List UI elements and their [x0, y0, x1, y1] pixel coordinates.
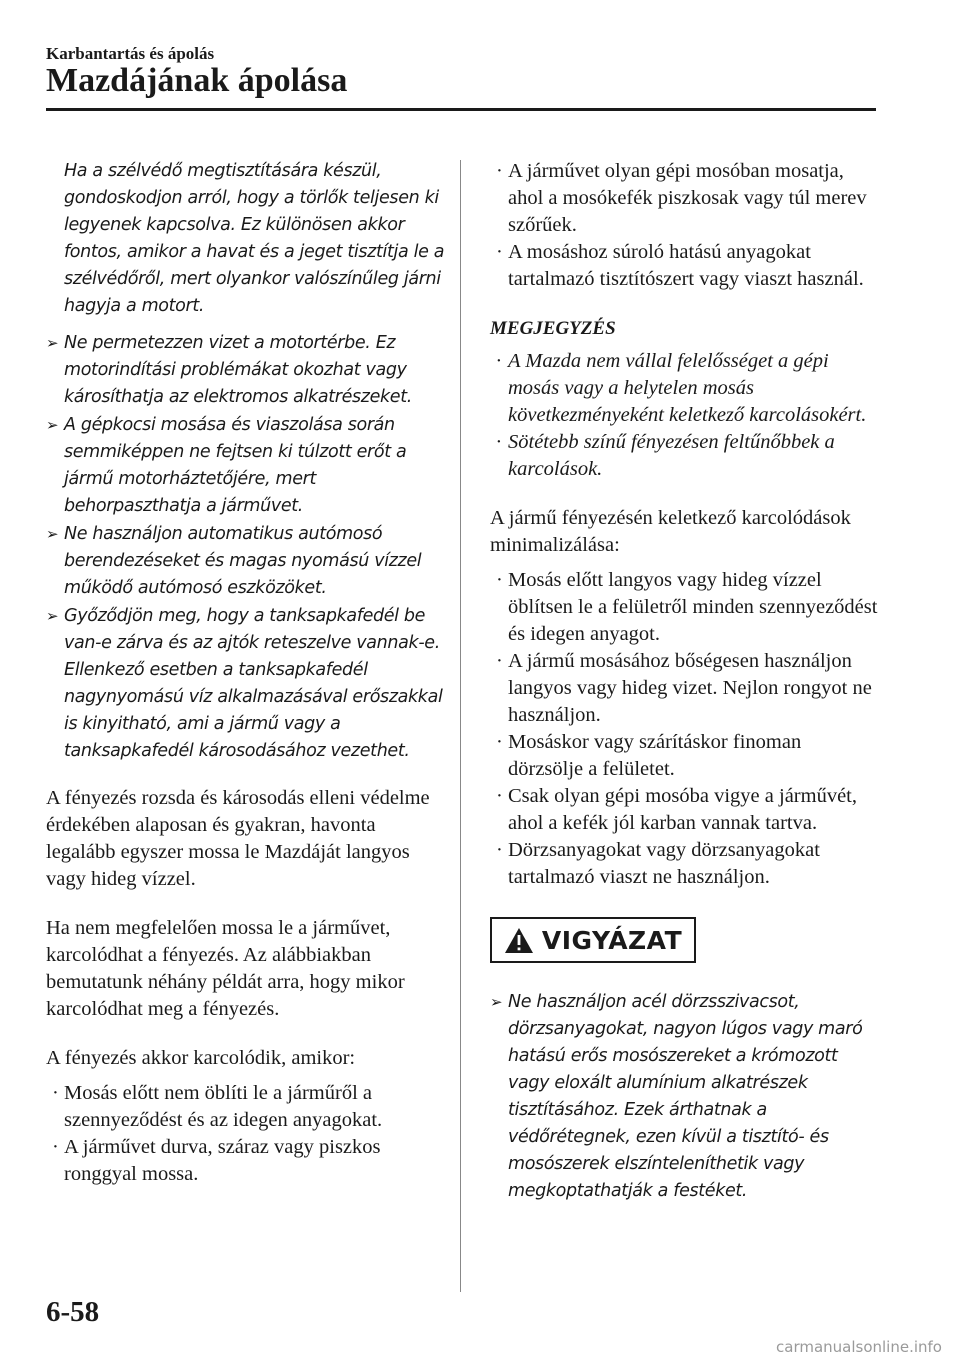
scratch-cause-list-continued — [490, 158, 880, 293]
arrow-icon: ➢ — [46, 607, 59, 625]
arrow-icon: ➢ — [46, 525, 59, 543]
column-divider — [460, 160, 461, 1292]
arrow-icon: ➢ — [46, 416, 59, 434]
warning-item: ➢ A gépkocsi mosása és viaszolása során semmiképpen ne fejtsen ki túlzott erőt a jármű motorháztetőjére, mert behorpaszthatja a járművet. — [46, 412, 446, 520]
paragraph-protection: A fényezés rozsda és károsodás elleni védelme érdekében alaposan és gyakran, havonta legalább egyszer mossa le Mazdáját langyos vagy hideg vízzel. — [46, 787, 430, 890]
list-item: · A mosáshoz súroló hatású anyagokat tartalmazó tisztítószert vagy viaszt használ. — [496, 241, 864, 290]
note-list — [490, 348, 880, 483]
page-title: Mazdájának ápolása — [46, 62, 348, 99]
warning-triangle-icon — [504, 927, 534, 954]
left-column — [46, 158, 446, 1210]
section-label: Karbantartás és ápolás — [46, 44, 215, 63]
warning-list — [46, 330, 446, 765]
warning-item: ➢ Ne permetezzen vizet a motortérbe. Ez motorindítási problémákat okozhat vagy károsíthatja az elektromos alkatrészeket. — [46, 330, 446, 411]
warning-intro: Ha a szélvédő megtisztítására készül, gondoskodjon arról, hogy a törlők teljesen ki legyenek kapcsolva. Ez különösen akkor fontos, amikor a havat és a jeget tisztítja le a szélvédőről, mert olyankor valószínűleg járni hagyja a motort. — [64, 161, 445, 316]
paragraph-minimize: A jármű fényezésén keletkező karcolódások minimalizálása: — [490, 507, 851, 556]
list-item: · Dörzsanyagokat vagy dörzsanyagokat tartalmazó viaszt ne használjon. — [496, 839, 820, 888]
list-item: · A járművet durva, száraz vagy piszkos ronggyal mossa. — [52, 1136, 381, 1185]
caution-box — [490, 917, 696, 963]
warning-item: ➢ Ne használjon automatikus autómosó berendezéseket és magas nyomású vízzel működő autómosó eszközöket. — [46, 521, 446, 602]
right-column — [490, 158, 880, 1206]
list-item: · A járművet olyan gépi mosóban mosatja, ahol a mosókefék piszkosak vagy túl merev szőrűek. — [496, 160, 867, 236]
arrow-icon: ➢ — [490, 993, 503, 1011]
paragraph-when: A fényezés akkor karcolódik, amikor: — [46, 1047, 356, 1069]
list-item: · Mosás előtt langyos vagy hideg vízzel öblítsen le a felületről minden szennyeződést és idegen anyagot. — [496, 569, 878, 645]
arrow-icon: ➢ — [46, 334, 59, 352]
minimize-list — [490, 567, 880, 891]
watermark: carmanualsonline.info — [776, 1338, 942, 1356]
caution-item: ➢ Ne használjon acél dörzsszivacsot, dörzsanyagokat, nagyon lúgos vagy maró hatású erős mosószereket a krómozott vagy eloxált alumínium alkatrészek tisztításához. Ezek árthatnak a védőrétegnek, ezen kívül a tisztító- és mosószerek elszínteleníthetik vagy megkoptathatják a festéket. — [490, 989, 880, 1205]
list-item: · A Mazda nem vállal felelősséget a gépi mosás vagy a helytelen mosás következményeként keletkező karcolásokért. — [496, 350, 867, 426]
paragraph-scratching: Ha nem megfelelően mossa le a járművet, karcolódhat a fényezés. Az alábbiakban bemutatunk néhány példát arra, hogy mikor karcolódhat meg a fényezés. — [46, 917, 405, 1020]
list-item: · Csak olyan gépi mosóba vigye a járművét, ahol a kefék jól karban vannak tartva. — [496, 785, 857, 834]
title-rule — [46, 108, 876, 111]
note-heading: MEGJEGYZÉS — [490, 318, 616, 339]
warning-item: ➢ Győződjön meg, hogy a tanksapkafedél be van-e zárva és az ajtók reteszelve vannak-e. Ellenkező esetben a tanksapkafedél nagynyomású víz alkalmazásával erőszakkal is kinyitható, ami a jármű vagy a tanksapkafedél károsodásához vezethet. — [46, 603, 446, 765]
list-item: · A jármű mosásához bőségesen használjon langyos vagy hideg vizet. Nejlon rongyot ne használjon. — [496, 650, 872, 726]
scratch-cause-list — [46, 1080, 446, 1188]
list-item: · Mosás előtt nem öblíti le a járműről a szennyeződést és az idegen anyagokat. — [52, 1082, 383, 1131]
caution-label: VIGYÁZAT — [541, 925, 683, 955]
list-item: · Mosáskor vagy szárításkor finoman dörzsölje a felületet. — [496, 731, 802, 780]
page-number: 6-58 — [46, 1296, 100, 1328]
list-item: · Sötétebb színű fényezésen feltűnőbbek a karcolások. — [496, 431, 835, 480]
